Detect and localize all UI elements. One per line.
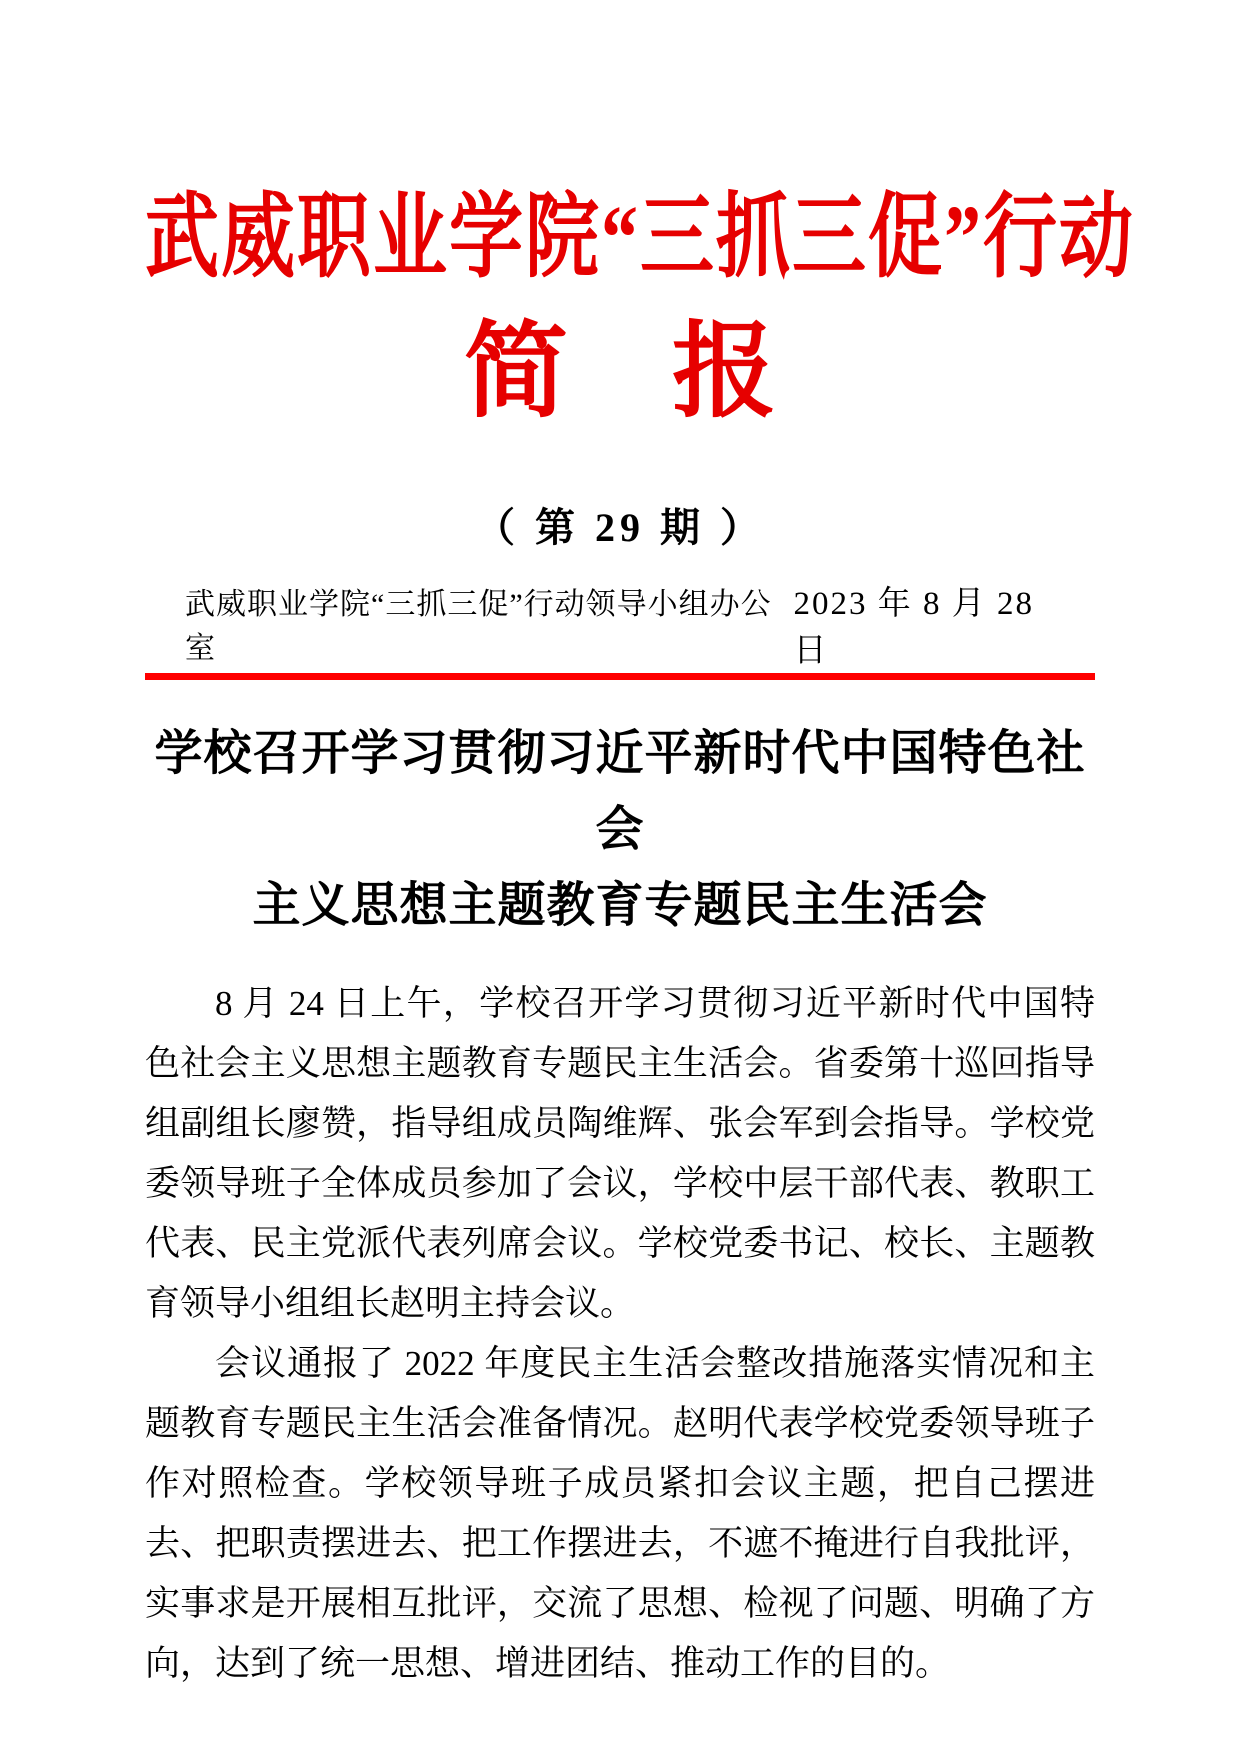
- meta-row: [145, 577, 1095, 671]
- issuing-office: 武威职业学院“三抓三促”行动领导小组办公室: [185, 587, 772, 665]
- headline-line-1: 学校召开学习贯彻习近平新时代中国特色社会: [154, 726, 1086, 856]
- issue-date: 2023 年 8 月 28 日: [793, 585, 1034, 669]
- headline-line-2: 主义思想主题教育专题民主生活会: [252, 878, 988, 932]
- masthead-subtitle: 简 报: [463, 315, 776, 431]
- body-paragraph-1: 8 月 24 日上午，学校召开学习贯彻习近平新时代中国特色社会主义思想主题教育专题民主生活会。省委第十巡回指导组副组长廖赞，指导组成员陶维辉、张会军到会指导。学校党委领导班子全体成员参加了会议，学校中层干部代表、教职工代表、民主党派代表列席会议。学校党委书记、校长、主题教育领导小组组长赵明主持会议。: [145, 983, 1095, 1323]
- header-rule: [145, 673, 1095, 680]
- page-content: [145, 0, 1135, 1754]
- article-body: [145, 974, 1095, 1694]
- body-paragraph-2: 会议通报了 2022 年度民主生活会整改措施落实情况和主题教育专题民主生活会准备情况。赵明代表学校党委领导班子作对照检查。学校领导班子成员紧扣会议主题，把自己摆进去、把职责摆进去、把工作摆进去，不遮不掩进行自我批评，实事求是开展相互批评，交流了思想、检视了问题、明确了方向，达到了统一思想、增进团结、推动工作的目的。: [145, 1343, 1095, 1683]
- article-headline: [145, 716, 1095, 944]
- masthead-title: 武威职业学院“三抓三促”行动: [145, 187, 1135, 290]
- masthead: [145, 186, 1135, 432]
- issue-number: （ 第 29 期 ）: [475, 504, 765, 550]
